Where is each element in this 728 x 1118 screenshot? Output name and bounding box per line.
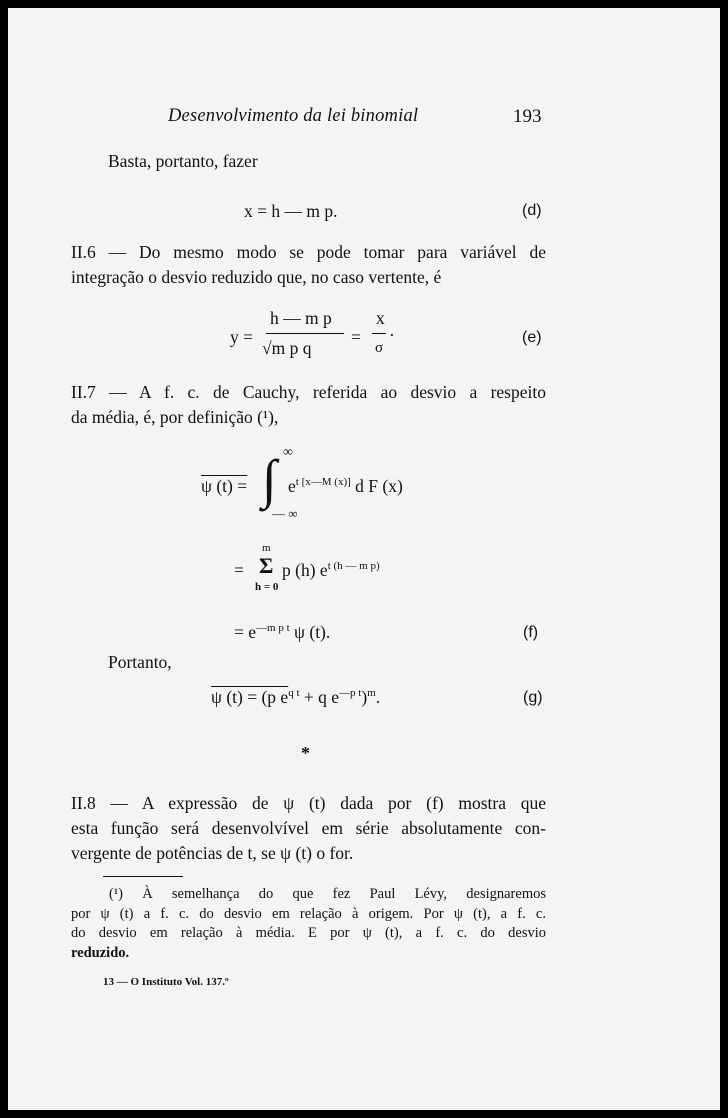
equation-g-label: (g) bbox=[523, 689, 543, 706]
printer-signature: 13 — O Instituto Vol. 137.º bbox=[103, 976, 229, 988]
portanto-word: Portanto, bbox=[108, 652, 172, 672]
sum-equals: = bbox=[234, 560, 244, 580]
equation-g-exp2: —p t bbox=[339, 687, 362, 699]
equation-e-equals: = bbox=[351, 327, 361, 347]
equation-g-body bbox=[211, 687, 380, 708]
intro-line: Basta, portanto, fazer bbox=[108, 151, 258, 171]
paragraph-ii8-line: vergente de potências de t, se ψ (t) o for. bbox=[71, 843, 354, 863]
footnote-rule bbox=[103, 876, 183, 877]
footnote-line: (¹) À semelhança do que fez Paul Lévy, designaremos bbox=[109, 886, 546, 902]
paragraph-ii6-line: II.6 — Do mesmo modo se pode tomar para variável de bbox=[71, 242, 546, 262]
paragraph-ii7-line: da média, é, por definição (¹), bbox=[71, 407, 279, 427]
integrand-e: e bbox=[288, 476, 296, 496]
equation-f-body bbox=[234, 622, 330, 643]
equation-e-label: (e) bbox=[522, 329, 542, 346]
equation-e-fraction-bar bbox=[266, 333, 344, 334]
footnote-line: por ψ (t) a f. c. do desvio em relação à origem. Por ψ (t), a f. c. bbox=[71, 905, 546, 922]
sum-upper-limit: m bbox=[262, 542, 271, 554]
equation-e-denominator: √m p q bbox=[262, 338, 312, 358]
page-number: 193 bbox=[513, 106, 542, 127]
equation-integral-lhs bbox=[201, 476, 247, 497]
paragraph-ii8-line: esta função será desenvolvível em série absolutamente con- bbox=[71, 818, 546, 838]
running-title: Desenvolvimento da lei binomial bbox=[168, 106, 419, 126]
equation-d-lhs: x bbox=[244, 201, 253, 221]
sum-term-base: p (h) e bbox=[282, 560, 328, 580]
equation-f-exponent: —m p t bbox=[256, 622, 290, 634]
integral-sign: ∫ bbox=[262, 449, 277, 509]
equation-e-lhs: y = bbox=[230, 327, 253, 347]
paragraph-ii8 bbox=[71, 791, 546, 866]
paragraph-ii6 bbox=[71, 240, 546, 290]
paragraph-ii7 bbox=[71, 380, 546, 430]
integrand-exponent: t [x—M (x)] bbox=[295, 476, 351, 488]
sum-lower-limit: h = 0 bbox=[255, 581, 279, 593]
psi-symbol: ψ (t) = bbox=[201, 476, 248, 496]
footnote bbox=[71, 885, 546, 963]
integral-integrand bbox=[288, 476, 403, 497]
section-separator: * bbox=[301, 743, 310, 763]
paragraph-ii6-line: integração o desvio reduzido que, no caso vertente, é bbox=[71, 267, 442, 287]
integral-upper-limit: ∞ bbox=[283, 445, 293, 460]
equation-d-rhs: = h — m p. bbox=[257, 201, 338, 221]
paragraph-ii7-line: II.7 — A f. c. de Cauchy, referida ao desvio a respeito bbox=[71, 382, 546, 402]
sum-term-exponent: t (h — m p) bbox=[327, 560, 380, 572]
equation-e-numerator: h — m p bbox=[270, 308, 332, 328]
equation-e-numerator-2: x bbox=[376, 308, 385, 328]
equation-e-denominator-2: σ bbox=[375, 340, 384, 356]
integrand-rest: d F (x) bbox=[355, 476, 403, 496]
equation-f-equals: = bbox=[234, 622, 244, 642]
equation-f-rest: ψ (t). bbox=[294, 622, 331, 642]
equation-e-fraction-bar-2 bbox=[372, 333, 386, 334]
equation-g-close: ) bbox=[361, 687, 368, 707]
equation-g-lhs: ψ (t) = (p e bbox=[211, 687, 289, 707]
paragraph-ii8-line: II.8 — A expressão de ψ (t) dada por (f) mostra que bbox=[71, 793, 546, 813]
equation-d-label: (d) bbox=[522, 202, 542, 219]
equation-f-label: (f) bbox=[523, 624, 539, 641]
equation-g-exp3: m bbox=[367, 687, 376, 699]
footnote-line: do desvio em relação à média. E por ψ (t), a f. c. do desvio bbox=[71, 925, 546, 941]
equation-g-mid: + q e bbox=[299, 687, 340, 707]
equation-e-dot: · bbox=[389, 325, 395, 345]
sum-sigma: Σ bbox=[259, 553, 274, 578]
sum-term bbox=[282, 560, 380, 581]
equation-g-exp1: q t bbox=[288, 687, 300, 699]
equation-d bbox=[244, 201, 337, 222]
integral-lower-limit: — ∞ bbox=[272, 506, 298, 521]
equation-g-end: . bbox=[375, 687, 381, 707]
equation-f-e: e bbox=[248, 622, 257, 642]
book-page bbox=[8, 8, 720, 1110]
footnote-line: reduzido. bbox=[71, 944, 130, 961]
